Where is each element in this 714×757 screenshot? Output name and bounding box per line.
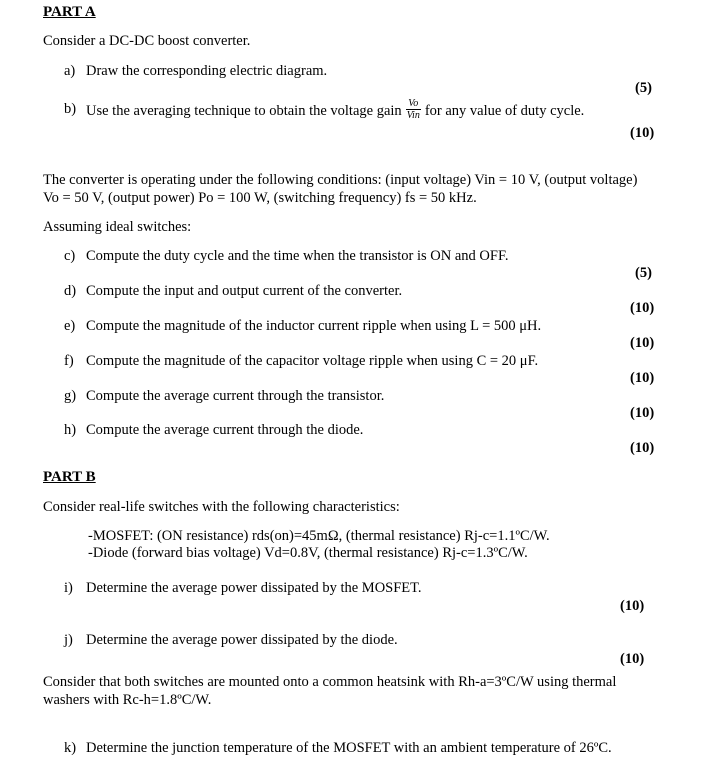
question-e-text: Compute the magnitude of the inductor current ripple when using L = 500 μH.: [86, 318, 542, 334]
voltage-gain-fraction: [406, 98, 421, 121]
conditions-line-2: Vo = 50 V, (output power) Po = 100 W, (switching frequency) fs = 50 kHz.: [43, 190, 477, 206]
heatsink-line-2: washers with Rc-h=1.8ºC/W.: [43, 692, 212, 708]
question-h-text: Compute the average current through the diode.: [86, 422, 364, 438]
question-b-text: [86, 100, 584, 123]
question-i-marks: (10): [620, 598, 645, 614]
question-b-text-after: for any value of duty cycle.: [424, 102, 585, 119]
diode-characteristics: -Diode (forward bias voltage) Vd=0.8V, (thermal resistance) Rj-c=1.3ºC/W.: [88, 545, 528, 561]
question-d-label: d): [64, 283, 77, 299]
question-a-label: a): [64, 63, 76, 79]
question-j-marks: (10): [620, 651, 645, 667]
question-h-marks: (10): [630, 440, 655, 456]
question-f-text: Compute the magnitude of the capacitor voltage ripple when using C = 20 μF.: [86, 353, 539, 369]
heatsink-line-1: Consider that both switches are mounted onto a common heatsink with Rh-a=3ºC/W using thermal: [43, 674, 617, 690]
question-d-text: Compute the input and output current of the converter.: [86, 283, 403, 299]
part-a-heading: PART A: [43, 4, 96, 20]
question-f-marks: (10): [630, 370, 655, 386]
question-f-label: f): [64, 353, 74, 369]
mosfet-characteristics: -MOSFET: (ON resistance) rds(on)=45mΩ, (thermal resistance) Rj-c=1.1ºC/W.: [88, 528, 550, 544]
question-c-text: Compute the duty cycle and the time when the transistor is ON and OFF.: [86, 248, 509, 264]
question-a-text: Draw the corresponding electric diagram.: [86, 63, 328, 79]
question-b-marks: (10): [630, 125, 655, 141]
fraction-denominator: Vin: [406, 110, 420, 121]
question-g-marks: (10): [630, 405, 655, 421]
fraction-numerator: Vo: [406, 98, 421, 110]
question-k-text: Determine the junction temperature of the MOSFET with an ambient temperature of 26ºC.: [86, 740, 612, 756]
part-b-intro: Consider real-life switches with the following characteristics:: [43, 499, 400, 515]
question-d-marks: (10): [630, 300, 655, 316]
question-b-label: b): [64, 101, 77, 117]
part-b-heading: PART B: [43, 469, 96, 485]
question-k-label: k): [64, 740, 77, 756]
question-c-marks: (5): [635, 265, 652, 281]
question-i-label: i): [64, 580, 73, 596]
question-e-marks: (10): [630, 335, 655, 351]
question-i-text: Determine the average power dissipated by the MOSFET.: [86, 580, 422, 596]
part-a-intro: Consider a DC-DC boost converter.: [43, 33, 251, 49]
question-j-text: Determine the average power dissipated by the diode.: [86, 632, 398, 648]
assuming-text: Assuming ideal switches:: [43, 219, 192, 235]
question-g-text: Compute the average current through the transistor.: [86, 388, 385, 404]
question-c-label: c): [64, 248, 76, 264]
question-e-label: e): [64, 318, 76, 334]
question-a-marks: (5): [635, 80, 652, 96]
question-g-label: g): [64, 388, 77, 404]
question-b-text-before: Use the averaging technique to obtain the voltage gain: [86, 102, 402, 119]
question-j-label: j): [64, 632, 73, 648]
conditions-line-1: The converter is operating under the following conditions: (input voltage) Vin = 10 V, (output voltage): [43, 172, 638, 188]
question-h-label: h): [64, 422, 77, 438]
